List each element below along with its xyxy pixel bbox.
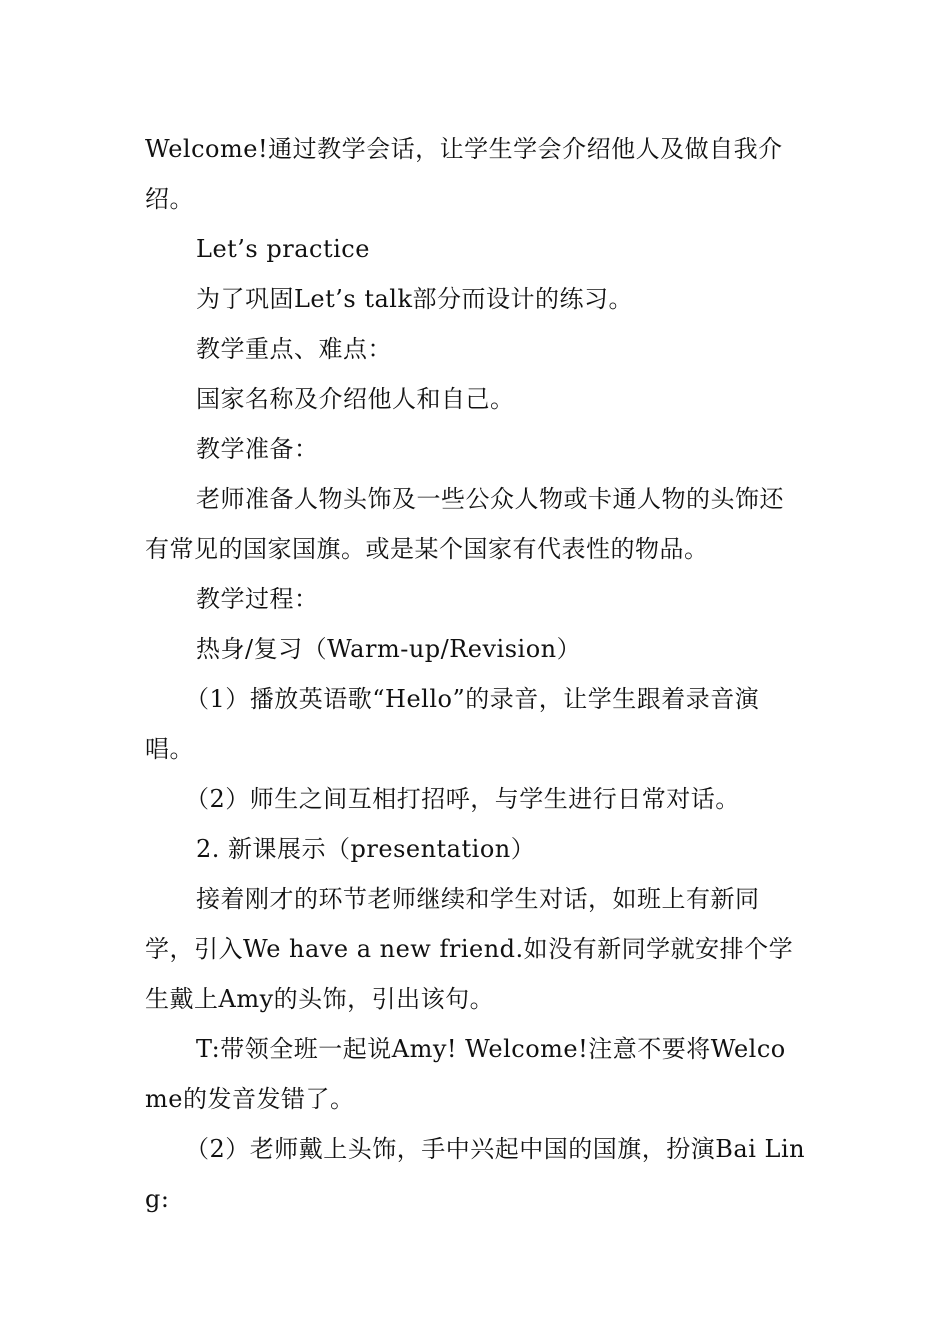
heading-lets-practice: Let’s practice (196, 235, 370, 263)
heading-presentation: 2. 新课展示（presentation） (196, 835, 536, 863)
heading-preparation: 教学准备： (196, 435, 319, 463)
paragraph-intro: Welcome!通过教学会话，让学生学会介绍他人及做自我介绍。 (145, 135, 783, 213)
paragraph-key-points: 国家名称及介绍他人和自己。 (196, 385, 515, 413)
paragraph-teacher-welcome: T:带领全班一起说Amy! Welcome!注意不要将Welcome的发音发错了。 (145, 1035, 786, 1113)
paragraph-preparation: 老师准备人物头饰及一些公众人物或卡通人物的头饰还有常见的国家国旗。或是某个国家有代表性的物品。 (145, 485, 784, 563)
paragraph-step-1: （1）播放英语歌“Hello”的录音，让学生跟着录音演唱。 (145, 685, 760, 763)
paragraph-new-friend: 接着刚才的环节老师继续和学生对话，如班上有新同学，引入We have a new friend.如没有新同学就安排个学生戴上Amy的头饰，引出该句。 (145, 885, 794, 1013)
paragraph-practice-purpose: 为了巩固Let’s talk部分而设计的练习。 (196, 285, 634, 313)
heading-warm-up: 热身/复习（Warm-up/Revision） (196, 635, 582, 663)
paragraph-step-2: （2）师生之间互相打招呼，与学生进行日常对话。 (185, 785, 740, 813)
paragraph-bai-ling: （2）老师戴上头饰，手中兴起中国的国旗，扮演Bai Ling: (145, 1135, 806, 1213)
heading-procedure: 教学过程： (196, 585, 319, 613)
heading-key-points: 教学重点、难点： (196, 335, 392, 363)
